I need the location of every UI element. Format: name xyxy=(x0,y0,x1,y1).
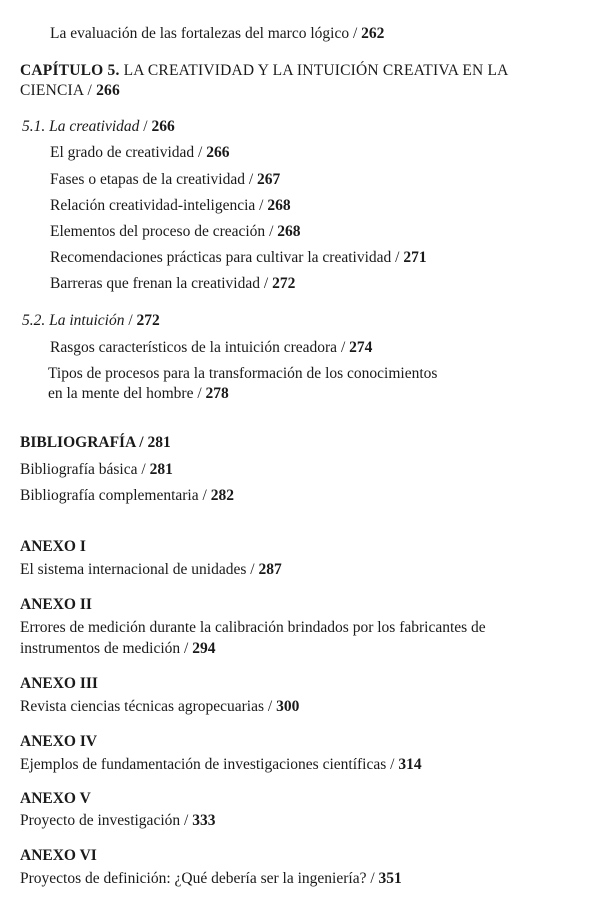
separator: / xyxy=(269,223,274,240)
toc-entry xyxy=(50,197,291,216)
section-number: 5.2. xyxy=(22,312,46,329)
bibliografia-title: BIBLIOGRAFÍA xyxy=(20,434,136,451)
entry-title-line1: Errores de medición durante la calibración brindados por los fabricantes de xyxy=(20,619,486,636)
separator: / xyxy=(198,144,203,161)
entry-title: Recomendaciones prácticas para cultivar la creatividad xyxy=(50,249,392,266)
separator: / xyxy=(197,385,202,402)
page-number: 351 xyxy=(378,870,402,887)
toc-entry xyxy=(50,249,427,268)
page-number: 268 xyxy=(267,197,291,214)
separator: / xyxy=(202,487,207,504)
toc-entry xyxy=(20,756,422,775)
toc-entry xyxy=(20,561,282,580)
separator: / xyxy=(87,82,92,99)
page-number: 266 xyxy=(151,118,175,135)
anexo-label: ANEXO I xyxy=(20,538,86,555)
entry-title: Bibliografía básica xyxy=(20,461,138,478)
toc-entry xyxy=(50,171,280,190)
page-number: 287 xyxy=(258,561,282,578)
entry-title: Proyectos de definición: ¿Qué debería ser la ingeniería? xyxy=(20,870,367,887)
anexo-label: ANEXO II xyxy=(20,596,92,613)
entry-title: Proyecto de investigación xyxy=(20,812,181,829)
page-number: 278 xyxy=(205,385,229,402)
entry-title: Fases o etapas de la creatividad xyxy=(50,171,245,188)
entry-title-line1: Tipos de procesos para la transformación de los conocimientos xyxy=(48,365,438,382)
anexo-heading xyxy=(20,538,86,557)
entry-title-line2: en la mente del hombre xyxy=(48,385,194,402)
toc-entry xyxy=(20,487,234,506)
entry-title: Relación creatividad-inteligencia xyxy=(50,197,256,214)
entry-title: Elementos del proceso de creación xyxy=(50,223,266,240)
page-number: 300 xyxy=(276,698,300,715)
bibliografia-heading xyxy=(20,434,171,453)
toc-entry xyxy=(48,365,437,384)
separator: / xyxy=(143,118,148,135)
anexo-heading xyxy=(20,847,97,866)
page-number: 266 xyxy=(206,144,230,161)
toc-entry-cont xyxy=(20,640,215,659)
section-number: 5.1. xyxy=(22,118,46,135)
separator: / xyxy=(267,698,273,715)
entry-title: El grado de creatividad xyxy=(50,144,195,161)
toc-entry xyxy=(50,144,229,163)
anexo-heading xyxy=(20,790,91,809)
page-number: 282 xyxy=(210,487,234,504)
toc-entry xyxy=(20,698,299,717)
page-number: 281 xyxy=(149,461,173,478)
page-number: 262 xyxy=(361,25,385,42)
section-title: La intuición xyxy=(49,312,125,329)
separator: / xyxy=(248,171,254,188)
page-number: 294 xyxy=(192,640,216,657)
toc-entry-cont xyxy=(48,385,229,404)
section-title: La creatividad xyxy=(49,118,140,135)
entry-title: Barreras que frenan la creatividad xyxy=(50,275,260,292)
section-heading xyxy=(22,118,175,137)
chapter-label: CAPÍTULO 5. xyxy=(20,62,120,79)
page-number: 268 xyxy=(277,223,301,240)
toc-entry xyxy=(20,870,402,889)
page-number: 272 xyxy=(136,312,160,329)
anexo-heading xyxy=(20,733,97,752)
separator: / xyxy=(128,312,133,329)
anexo-label: ANEXO VI xyxy=(20,847,97,864)
separator: / xyxy=(340,339,346,356)
anexo-label: ANEXO III xyxy=(20,675,98,692)
entry-title: Ejemplos de fundamentación de investigaciones científicas xyxy=(20,756,387,773)
separator: / xyxy=(184,812,189,829)
anexo-heading xyxy=(20,596,92,615)
entry-title: La evaluación de las fortalezas del marco lógico xyxy=(50,25,350,42)
separator: / xyxy=(352,25,358,42)
entry-title-line2: instrumentos de medición xyxy=(20,640,181,657)
page-number: 281 xyxy=(147,434,171,451)
entry-title: Bibliografía complementaria xyxy=(20,487,199,504)
toc-entry xyxy=(50,275,295,294)
toc-entry xyxy=(20,461,173,480)
anexo-label: ANEXO IV xyxy=(20,733,98,750)
page-number: 271 xyxy=(403,249,427,266)
section-heading xyxy=(22,312,160,331)
chapter-heading xyxy=(20,62,509,81)
separator: / xyxy=(259,197,264,214)
separator: / xyxy=(370,870,375,887)
separator: / xyxy=(390,756,395,773)
toc-entry xyxy=(50,223,301,242)
page-number: 314 xyxy=(398,756,422,773)
separator: / xyxy=(184,640,189,657)
toc-entry xyxy=(20,812,215,831)
entry-title: Revista ciencias técnicas agropecuarias xyxy=(20,698,265,715)
page-number: 266 xyxy=(96,82,120,99)
chapter-title-line2: CIENCIA xyxy=(20,82,84,99)
separator: / xyxy=(395,249,400,266)
page-number: 267 xyxy=(257,171,281,188)
page-number: 274 xyxy=(349,339,373,356)
toc-entry xyxy=(50,339,372,358)
page-number: 333 xyxy=(192,812,216,829)
toc-entry xyxy=(50,25,384,44)
anexo-label: ANEXO V xyxy=(20,790,91,807)
separator: / xyxy=(250,561,255,578)
chapter-heading-cont xyxy=(20,82,120,101)
chapter-title-line1: LA CREATIVIDAD Y LA INTUICIÓN CREATIVA EN LA xyxy=(123,62,509,79)
separator: / xyxy=(139,434,144,451)
entry-title: El sistema internacional de unidades xyxy=(20,561,247,578)
page-number: 272 xyxy=(272,275,296,292)
toc-entry xyxy=(20,619,486,638)
entry-title: Rasgos característicos de la intuición creadora xyxy=(50,339,338,356)
anexo-heading xyxy=(20,675,98,694)
separator: / xyxy=(141,461,146,478)
separator: / xyxy=(263,275,269,292)
